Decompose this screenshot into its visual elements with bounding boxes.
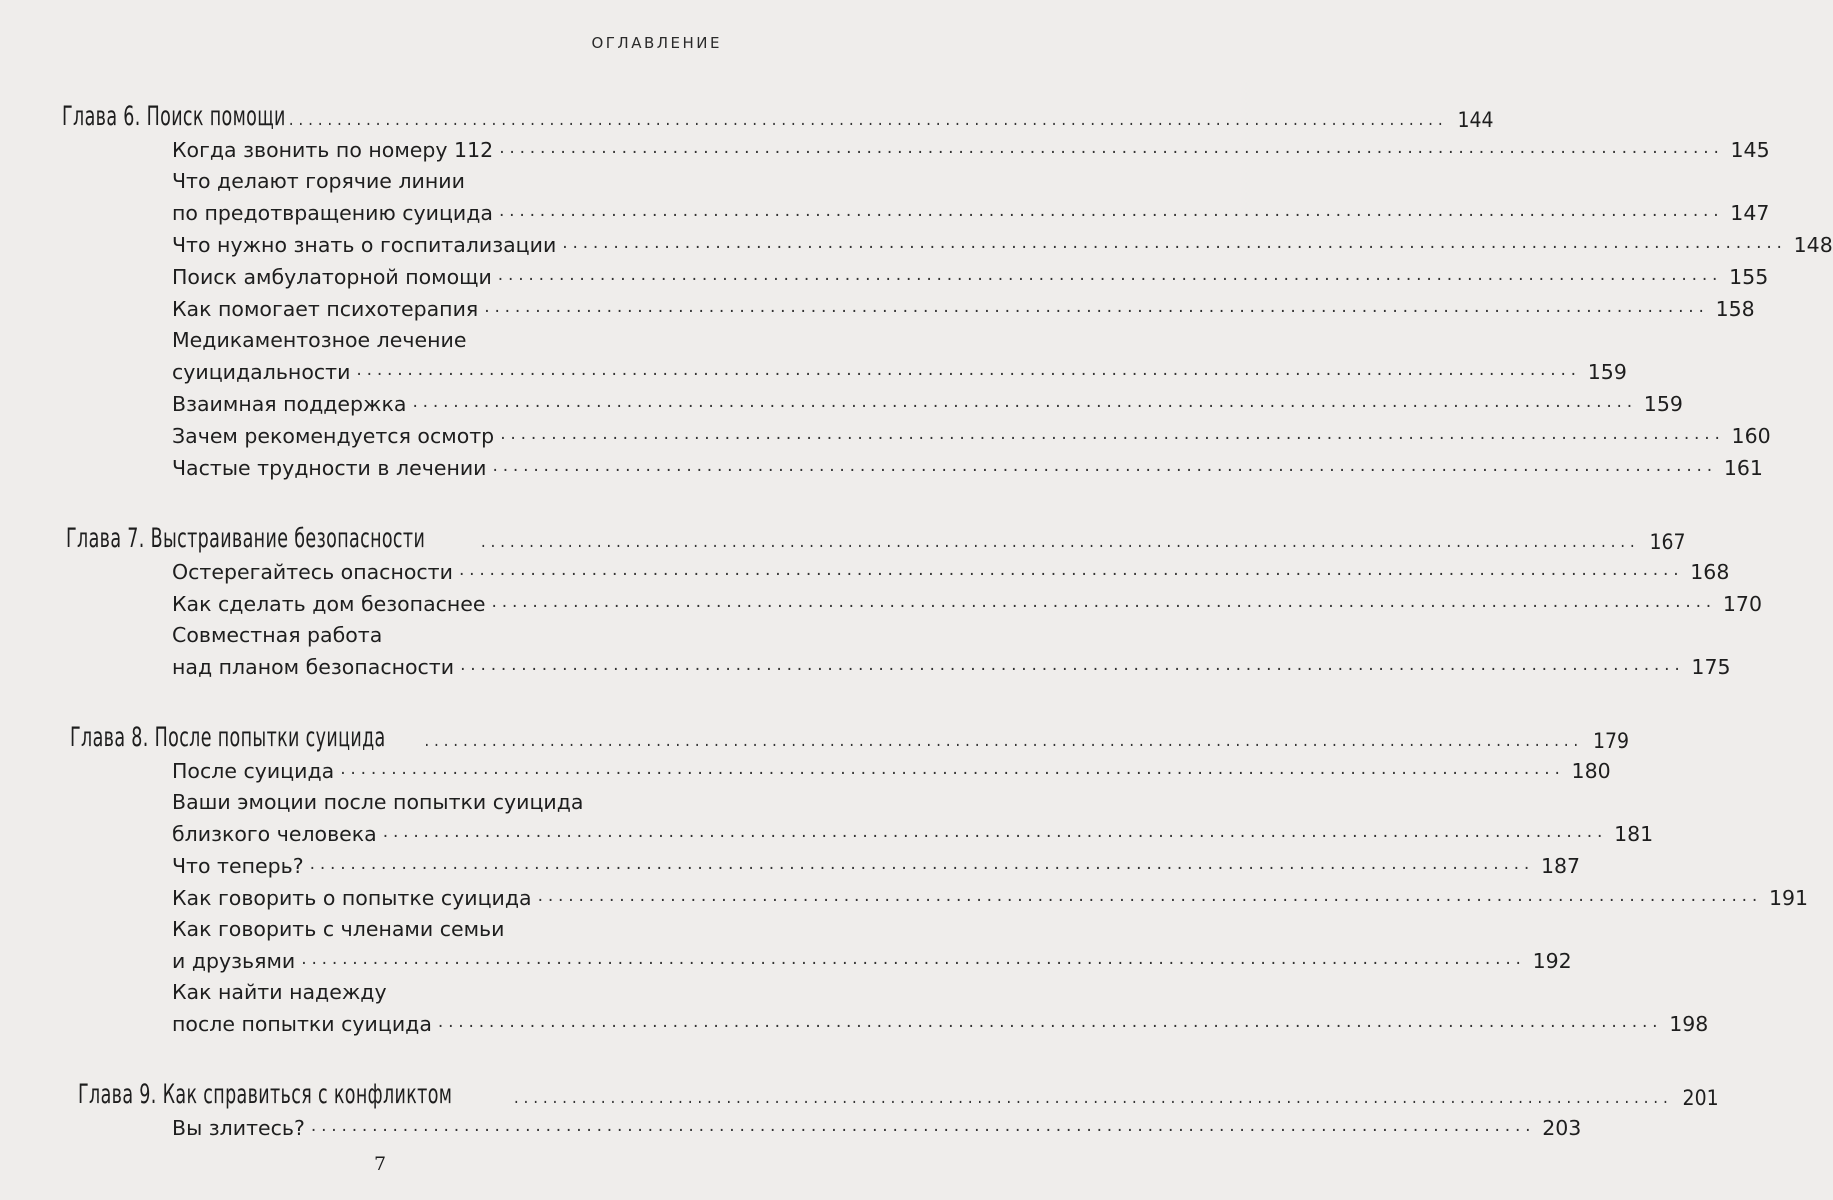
section-entry bbox=[0, 197, 1770, 229]
section-title: Поиск амбулаторной помощи bbox=[172, 265, 492, 289]
section-page-number: 148 bbox=[1793, 233, 1833, 257]
leader-dots: ........................................................................................................................ bbox=[498, 201, 1724, 221]
leader-dots: ........................................................................................................................ bbox=[500, 424, 1725, 444]
section-title-line: Совместная работа bbox=[172, 623, 383, 647]
section-entry bbox=[0, 1008, 1709, 1040]
chapter-entry bbox=[0, 92, 1494, 132]
section-page-number: 192 bbox=[1532, 949, 1572, 973]
section-title: После суицида bbox=[172, 759, 335, 783]
section-entry bbox=[0, 588, 1763, 620]
leader-dots: ........................................................................................................................ bbox=[497, 265, 1723, 285]
section-title: близкого человека bbox=[172, 822, 377, 846]
section-page-number: 168 bbox=[1690, 560, 1730, 584]
leader-dots: ........................................................................................................................ bbox=[340, 759, 1565, 779]
section-title-line: Медикаментозное лечение bbox=[172, 328, 467, 352]
section-entry bbox=[0, 755, 1611, 787]
section-entry bbox=[0, 945, 1572, 977]
leader-dots: ........................................................................................................................ bbox=[499, 138, 1724, 158]
section-title: Что нужно знать о госпитализации bbox=[172, 233, 557, 257]
section-title: Зачем рекомендуется осмотр bbox=[172, 424, 495, 448]
section-page-number: 180 bbox=[1571, 759, 1611, 783]
leader-dots: ........................................................................................................................ bbox=[382, 822, 1608, 842]
leader-dots: ........................................................................................................................ bbox=[309, 854, 1535, 874]
section-page-number: 198 bbox=[1669, 1012, 1709, 1036]
chapter-block bbox=[0, 1070, 1719, 1144]
running-head: ОГЛАВЛЕНИЕ bbox=[591, 34, 722, 52]
leader-dots: ........................................................................................................................ bbox=[491, 592, 1717, 612]
section-page-number: 175 bbox=[1691, 655, 1731, 679]
section-page-number: 158 bbox=[1715, 297, 1755, 321]
chapter-page-number: 179 bbox=[1592, 729, 1630, 753]
section-title: Остерегайтесь опасности bbox=[172, 560, 453, 584]
chapter-entry bbox=[0, 713, 1630, 753]
section-title: по предотвращению суицида bbox=[172, 201, 493, 225]
section-entry bbox=[0, 229, 1833, 261]
leader-dots: ........................................................................................................................ bbox=[562, 233, 1787, 253]
leader-dots: ........................................................................................................................ bbox=[458, 560, 1684, 580]
section-title: Как помогает психотерапия bbox=[172, 297, 479, 321]
section-entry bbox=[0, 850, 1581, 882]
section-title: суицидальности bbox=[172, 360, 351, 384]
section-entry bbox=[0, 1112, 1582, 1144]
section-page-number: 191 bbox=[1768, 886, 1809, 910]
leader-dots: ........................................................................................................................ bbox=[310, 1116, 1536, 1136]
section-entry bbox=[0, 134, 1770, 166]
section-entry bbox=[0, 261, 1769, 293]
leader-dots: ........................................................................................................................ bbox=[480, 532, 1640, 552]
section-entry bbox=[0, 556, 1730, 588]
leader-dots: ........................................................................................................................ bbox=[288, 110, 1448, 130]
section-page-number: 155 bbox=[1729, 265, 1769, 289]
section-page-number: 160 bbox=[1731, 424, 1771, 448]
chapter-page-number: 167 bbox=[1649, 530, 1686, 554]
chapter-entry bbox=[0, 514, 1686, 554]
leader-dots: ........................................................................................................................ bbox=[301, 949, 1526, 969]
leader-dots: ........................................................................................................................ bbox=[412, 392, 1637, 412]
chapter-title: Глава 7. Выстраивание безопасности bbox=[66, 523, 426, 554]
section-title-line: Что делают горячие линии bbox=[172, 169, 465, 193]
section-page-number: 147 bbox=[1730, 201, 1770, 225]
section-title: Когда звонить по номеру 112 bbox=[172, 138, 494, 162]
leader-dots: ........................................................................................................................ bbox=[484, 297, 1709, 317]
section-title: Как говорить о попытке суицида bbox=[172, 886, 532, 910]
section-title-line: Ваши эмоции после попытки суицида bbox=[172, 790, 584, 814]
chapter-block bbox=[0, 514, 1763, 683]
section-entry bbox=[0, 818, 1654, 850]
chapter-block bbox=[0, 92, 1833, 484]
section-page-number: 161 bbox=[1723, 456, 1763, 480]
section-title-line: Как найти надежду bbox=[172, 980, 387, 1004]
section-title: Частые трудности в лечении bbox=[172, 456, 487, 480]
section-page-number: 145 bbox=[1730, 138, 1770, 162]
section-title: Вы злитесь? bbox=[172, 1116, 305, 1140]
chapter-block bbox=[0, 713, 1809, 1040]
section-title: Как сделать дом безопаснее bbox=[172, 592, 486, 616]
section-page-number: 159 bbox=[1587, 360, 1627, 384]
section-page-number: 170 bbox=[1722, 592, 1763, 616]
section-title: Что теперь? bbox=[172, 854, 304, 878]
section-entry bbox=[0, 420, 1771, 452]
section-page-number: 203 bbox=[1542, 1116, 1582, 1140]
chapter-title: Глава 6. Поиск помощи bbox=[62, 101, 286, 132]
section-title: и друзьями bbox=[172, 949, 296, 973]
chapter-page-number: 201 bbox=[1682, 1086, 1719, 1110]
section-page-number: 159 bbox=[1643, 392, 1683, 416]
section-entry bbox=[0, 882, 1809, 914]
leader-dots: ........................................................................................................................ bbox=[437, 1012, 1663, 1032]
section-title: Взаимная поддержка bbox=[172, 392, 407, 416]
leader-dots: ........................................................................................................................ bbox=[424, 731, 1584, 751]
section-entry bbox=[0, 388, 1683, 420]
section-title-line: Как говорить с членами семьи bbox=[172, 917, 505, 941]
section-page-number: 181 bbox=[1614, 822, 1654, 846]
leader-dots: ........................................................................................................................ bbox=[492, 456, 1717, 476]
chapter-title: Глава 9. Как справиться с конфликтом bbox=[78, 1079, 453, 1110]
section-entry bbox=[0, 452, 1763, 484]
section-page-number: 187 bbox=[1540, 854, 1581, 878]
page-number: 7 bbox=[373, 1153, 387, 1175]
section-title: после попытки суицида bbox=[172, 1012, 432, 1036]
chapter-entry bbox=[0, 1070, 1719, 1110]
table-of-contents bbox=[0, 92, 1833, 1174]
leader-dots: ........................................................................................................................ bbox=[537, 886, 1763, 906]
leader-dots: ........................................................................................................................ bbox=[513, 1088, 1673, 1108]
section-entry bbox=[0, 651, 1731, 683]
leader-dots: ........................................................................................................................ bbox=[460, 655, 1685, 675]
section-entry bbox=[0, 293, 1755, 325]
chapter-page-number: 144 bbox=[1457, 108, 1494, 132]
chapter-title: Глава 8. После попытки суицида bbox=[70, 722, 386, 753]
section-title: над планом безопасности bbox=[172, 655, 455, 679]
leader-dots: ........................................................................................................................ bbox=[356, 360, 1581, 380]
section-entry bbox=[0, 356, 1627, 388]
